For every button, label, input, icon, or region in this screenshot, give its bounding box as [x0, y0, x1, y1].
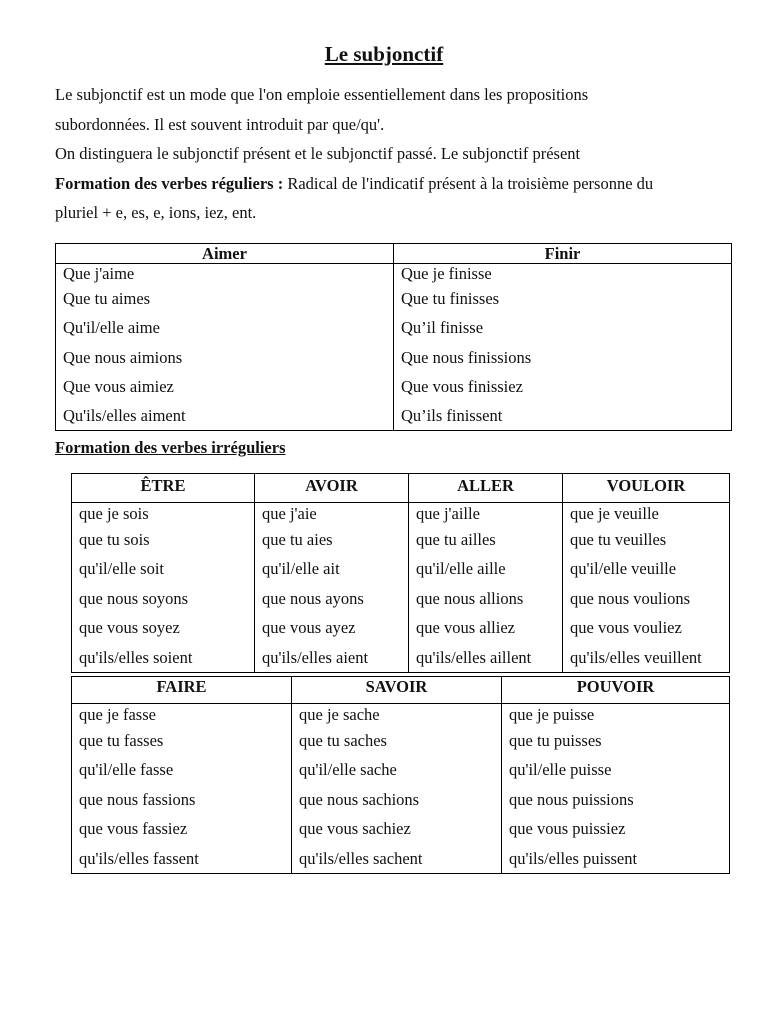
conjugation-line: qu'il/elle ait — [262, 559, 340, 579]
conjugation-cell — [394, 264, 732, 431]
intro-paragraph — [55, 80, 735, 228]
conjugation-line: Que tu aimes — [63, 289, 151, 308]
conjugation-line: Que je finisse — [401, 264, 492, 283]
conjugation-line: qu'ils/elles aillent — [416, 647, 532, 667]
conjugation-line: qu'il/elle fasse — [79, 760, 174, 780]
conjugation-line: Qu’il finisse — [401, 318, 484, 338]
conjugation-cell — [292, 704, 502, 874]
conjugation-line: que tu fasses — [79, 731, 164, 750]
conjugation-line: que nous soyons — [79, 588, 189, 608]
conjugation-line: que tu sois — [79, 530, 150, 549]
conjugation-line: qu'ils/elles soient — [79, 647, 193, 667]
conjugation-cell — [255, 503, 409, 673]
conjugation-line: Que vous finissiez — [401, 376, 523, 396]
conjugation-line: que je veuille — [570, 504, 659, 523]
conjugation-line: que nous puissions — [509, 789, 634, 809]
intro-line-3: On distinguera le subjonctif présent et le subjonctif passé. Le subjonctif présent — [55, 144, 581, 163]
table-row — [56, 264, 732, 431]
conjugation-cell — [502, 704, 730, 874]
column-header: ÊTRE — [72, 474, 255, 503]
conjugation-line: que nous ayons — [262, 588, 364, 608]
conjugation-line: que je puisse — [509, 705, 595, 724]
intro-line-2: subordonnées. Il est souvent introduit par que/qu'. — [55, 114, 385, 134]
conjugation-line: Que vous aimiez — [63, 376, 174, 396]
intro-line-5: pluriel + e, es, e, ions, iez, ent. — [55, 203, 257, 222]
conjugation-line: que nous allions — [416, 588, 524, 608]
column-header: FAIRE — [72, 677, 292, 704]
conjugation-line: que je sois — [79, 504, 149, 523]
conjugation-line: qu'ils/elles puissent — [509, 848, 638, 868]
column-header: POUVOIR — [502, 677, 730, 704]
conjugation-line: Qu'ils/elles aiment — [63, 406, 186, 426]
conjugation-line: que vous sachiez — [299, 819, 411, 839]
conjugation-line: que tu ailles — [416, 530, 496, 549]
conjugation-line: que nous voulions — [570, 588, 691, 608]
column-header: ALLER — [409, 474, 563, 503]
conjugation-line: qu'il/elle aille — [416, 559, 506, 579]
conjugation-line: que nous fassions — [79, 789, 196, 809]
irregular-heading: Formation des verbes irréguliers — [55, 438, 286, 457]
conjugation-line: que tu veuilles — [570, 530, 667, 549]
conjugation-line: que nous sachions — [299, 789, 420, 809]
conjugation-line: qu'il/elle soit — [79, 559, 165, 579]
conjugation-line: qu'il/elle sache — [299, 760, 397, 780]
table-header-row — [56, 244, 732, 264]
conjugation-line: que vous vouliez — [570, 618, 682, 638]
table-row — [72, 704, 730, 874]
conjugation-line: que j'aille — [416, 504, 480, 523]
conjugation-cell — [72, 503, 255, 673]
conjugation-line: que tu aies — [262, 530, 333, 549]
intro-line-1: Le subjonctif est un mode que l'on emploie essentiellement dans les propositions — [55, 85, 589, 104]
table-row — [72, 503, 730, 673]
conjugation-line: Que j'aime — [63, 264, 135, 283]
conjugation-line: qu'il/elle puisse — [509, 760, 612, 780]
conjugation-line: que vous fassiez — [79, 819, 188, 839]
column-header: SAVOIR — [292, 677, 502, 704]
column-header: AVOIR — [255, 474, 409, 503]
conjugation-line: Qu'il/elle aime — [63, 318, 160, 338]
conjugation-cell — [56, 264, 394, 431]
conjugation-cell — [72, 704, 292, 874]
conjugation-line: que je fasse — [79, 705, 156, 724]
conjugation-line: qu'il/elle veuille — [570, 559, 677, 579]
table-header-row — [72, 677, 730, 704]
conjugation-cell — [563, 503, 730, 673]
conjugation-line: Qu’ils finissent — [401, 406, 503, 426]
formation-line — [55, 169, 735, 199]
conjugation-line: Que nous finissions — [401, 347, 532, 367]
regular-verbs-table — [55, 243, 732, 431]
column-header: VOULOIR — [563, 474, 730, 503]
conjugation-line: Que tu finisses — [401, 289, 500, 308]
conjugation-line: que vous puissiez — [509, 819, 626, 839]
conjugation-line: Que nous aimions — [63, 347, 183, 367]
conjugation-line: que je sache — [299, 705, 380, 724]
table-header-row — [72, 474, 730, 503]
conjugation-line: qu'ils/elles fassent — [79, 848, 199, 868]
conjugation-line: que vous ayez — [262, 618, 356, 638]
conjugation-line: que tu puisses — [509, 731, 602, 750]
conjugation-line: que j'aie — [262, 504, 317, 523]
conjugation-line: qu'ils/elles aient — [262, 647, 369, 667]
formation-text: Radical de l'indicatif présent à la troisième personne du — [283, 173, 654, 193]
conjugation-line: que vous soyez — [79, 618, 180, 638]
column-header: Finir — [394, 244, 732, 264]
formation-label: Formation des verbes réguliers : — [55, 173, 284, 193]
column-header: Aimer — [56, 244, 394, 264]
conjugation-line: qu'ils/elles veuillent — [570, 647, 702, 667]
irregular-verbs-table-2 — [71, 676, 730, 874]
irregular-verbs-table-1 — [71, 473, 730, 673]
conjugation-line: qu'ils/elles sachent — [299, 848, 423, 868]
conjugation-cell — [409, 503, 563, 673]
conjugation-line: que tu saches — [299, 731, 387, 750]
conjugation-line: que vous alliez — [416, 618, 515, 638]
page-title: Le subjonctif — [324, 42, 444, 66]
